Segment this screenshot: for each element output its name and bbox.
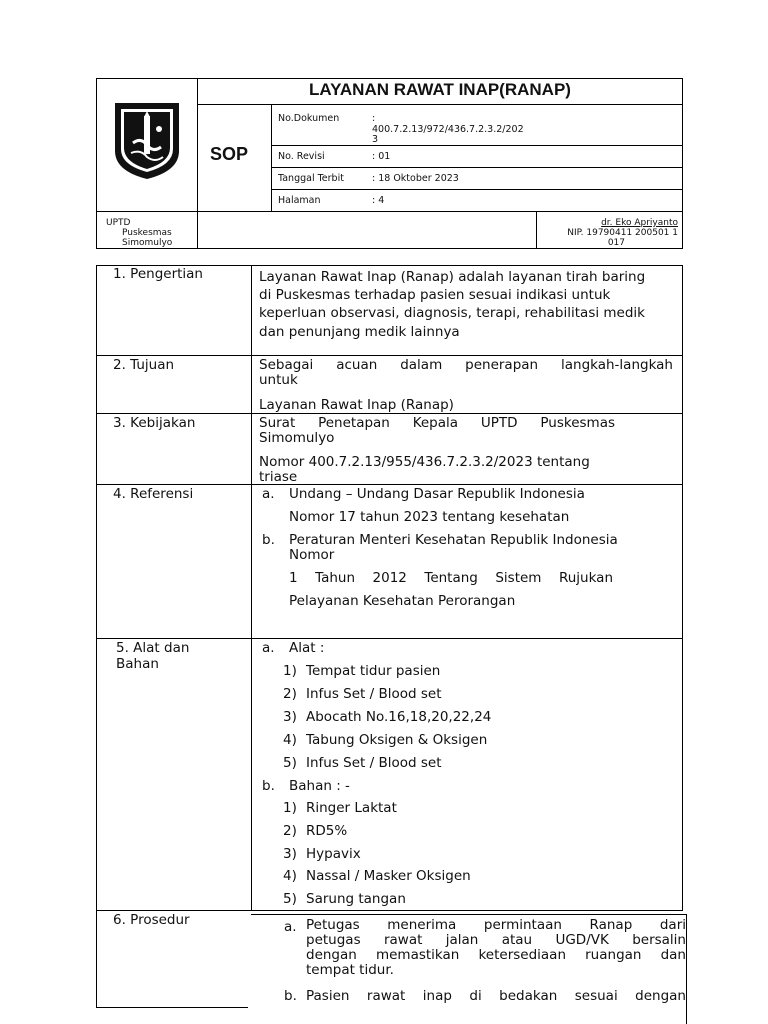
meta-colon-no-dokumen: : bbox=[372, 113, 376, 124]
prosedur-a-line-3: dengan memastikan ketersediaan ruangan dan bbox=[306, 947, 686, 963]
referensi-b-line-3: 1 Tahun 2012 Tentang Sistem Rujukan bbox=[289, 570, 613, 586]
org-line-3: Simomulyo bbox=[122, 238, 173, 248]
alat-item-text: Abocath No.16,18,20,22,24 bbox=[306, 709, 492, 725]
bahan-item-text: Sarung tangan bbox=[306, 891, 406, 907]
bahan-item: 5) bbox=[283, 891, 297, 907]
kebijakan-line-4: triase bbox=[259, 469, 298, 485]
meta-value-no-revisi: : 01 bbox=[372, 151, 391, 162]
alat-item: 2) bbox=[283, 686, 297, 702]
tujuan-line-3: Layanan Rawat Inap (Ranap) bbox=[259, 397, 454, 413]
prosedur-b-line-1: Pasien rawat inap di bedakan sesuai dengan bbox=[306, 988, 686, 1004]
alat-item-text: Tempat tidur pasien bbox=[306, 663, 441, 679]
surabaya-crest-logo bbox=[111, 99, 183, 181]
section-label-pengertian: 1. Pengertian bbox=[113, 266, 203, 282]
pengertian-line-4: dan penunjang medik lainnya bbox=[259, 324, 460, 340]
document-title: LAYANAN RAWAT INAP(RANAP) bbox=[309, 80, 571, 99]
bahan-title: Bahan : - bbox=[289, 778, 350, 794]
alat-item: 1) bbox=[283, 663, 297, 679]
referensi-b-line-1: Peraturan Menteri Kesehatan Republik Indonesia bbox=[289, 532, 618, 548]
kebijakan-line-2: Simomulyo bbox=[259, 430, 335, 446]
prosedur-a-line-4: tempat tidur. bbox=[306, 962, 394, 978]
meta-label-tanggal-terbit: Tanggal Terbit bbox=[278, 173, 344, 184]
signer-nip: NIP. 19790411 200501 1 bbox=[567, 228, 678, 238]
bahan-item-text: Hypavix bbox=[306, 846, 361, 862]
org-line-2: Puskesmas bbox=[122, 228, 172, 238]
section-label-referensi: 4. Referensi bbox=[113, 486, 194, 502]
referensi-b-marker: b. bbox=[262, 532, 275, 548]
prosedur-a-marker: a. bbox=[284, 919, 297, 935]
bahan-item-text: RD5% bbox=[306, 823, 348, 839]
alat-item-text: Infus Set / Blood set bbox=[306, 686, 442, 702]
bahan-item: 4) bbox=[283, 868, 297, 884]
org-line-1: UPTD bbox=[106, 218, 131, 228]
alat-item: 3) bbox=[283, 709, 297, 725]
prosedur-a-line-2: petugas rawat jalan atau UGD/VK bersalin bbox=[306, 932, 686, 948]
signer-name: dr. Eko Apriyanto bbox=[601, 218, 678, 228]
section-label-alat-bahan-cont: Bahan bbox=[116, 656, 159, 672]
alat-item-text: Infus Set / Blood set bbox=[306, 755, 442, 771]
referensi-a-marker: a. bbox=[262, 486, 275, 502]
referensi-b-line-2: Nomor bbox=[289, 547, 335, 563]
bahan-item: 2) bbox=[283, 823, 297, 839]
referensi-a-line-2: Nomor 17 tahun 2023 tentang kesehatan bbox=[289, 509, 570, 525]
prosedur-b-marker: b. bbox=[284, 988, 297, 1004]
tujuan-line-2: untuk bbox=[259, 372, 298, 388]
bahan-item: 1) bbox=[283, 800, 297, 816]
referensi-b-line-4: Pelayanan Kesehatan Perorangan bbox=[289, 593, 516, 609]
prosedur-a-line-1: Petugas menerima permintaan Ranap dari bbox=[306, 917, 686, 933]
bahan-marker: b. bbox=[262, 778, 275, 794]
sop-label: SOP bbox=[210, 144, 249, 164]
alat-item-text: Tabung Oksigen & Oksigen bbox=[306, 732, 488, 748]
alat-item: 4) bbox=[283, 732, 297, 748]
bahan-item: 3) bbox=[283, 846, 297, 862]
meta-label-no-revisi: No. Revisi bbox=[278, 151, 325, 162]
meta-value-no-dokumen: 400.7.2.13/972/436.7.2.3.2/202 bbox=[372, 124, 524, 135]
meta-value-no-dokumen-cont: 3 bbox=[372, 134, 379, 145]
bahan-item-text: Nassal / Masker Oksigen bbox=[306, 868, 471, 884]
kebijakan-line-1: Surat Penetapan Kepala UPTD Puskesmas bbox=[259, 415, 615, 431]
alat-title: Alat : bbox=[289, 640, 325, 656]
section-label-prosedur: 6. Prosedur bbox=[113, 912, 190, 928]
alat-marker: a. bbox=[262, 640, 275, 656]
kebijakan-line-3: Nomor 400.7.2.13/955/436.7.2.3.2/2023 tentang bbox=[259, 454, 590, 470]
meta-label-no-dokumen: No.Dokumen bbox=[278, 113, 340, 124]
meta-label-halaman: Halaman bbox=[278, 195, 321, 206]
referensi-a-line-1: Undang – Undang Dasar Republik Indonesia bbox=[289, 486, 585, 502]
section-label-tujuan: 2. Tujuan bbox=[113, 357, 175, 373]
tujuan-line-1: Sebagai acuan dalam penerapan langkah-langkah bbox=[259, 357, 673, 373]
meta-value-halaman: : 4 bbox=[372, 195, 385, 206]
bahan-item-text: Ringer Laktat bbox=[306, 800, 397, 816]
alat-item: 5) bbox=[283, 755, 297, 771]
signer-nip-cont: 017 bbox=[607, 238, 625, 248]
section-label-alat-bahan: 5. Alat dan bbox=[116, 640, 190, 656]
pengertian-line-3: keperluan observasi, diagnosis, terapi, rehabilitasi medik bbox=[259, 305, 645, 321]
pengertian-line-2: di Puskesmas terhadap pasien sesuai indikasi untuk bbox=[259, 287, 611, 303]
meta-value-tanggal-terbit: : 18 Oktober 2023 bbox=[372, 173, 459, 184]
section-label-kebijakan: 3. Kebijakan bbox=[113, 415, 196, 431]
pengertian-line-1: Layanan Rawat Inap (Ranap) adalah layanan tirah baring bbox=[259, 269, 646, 285]
